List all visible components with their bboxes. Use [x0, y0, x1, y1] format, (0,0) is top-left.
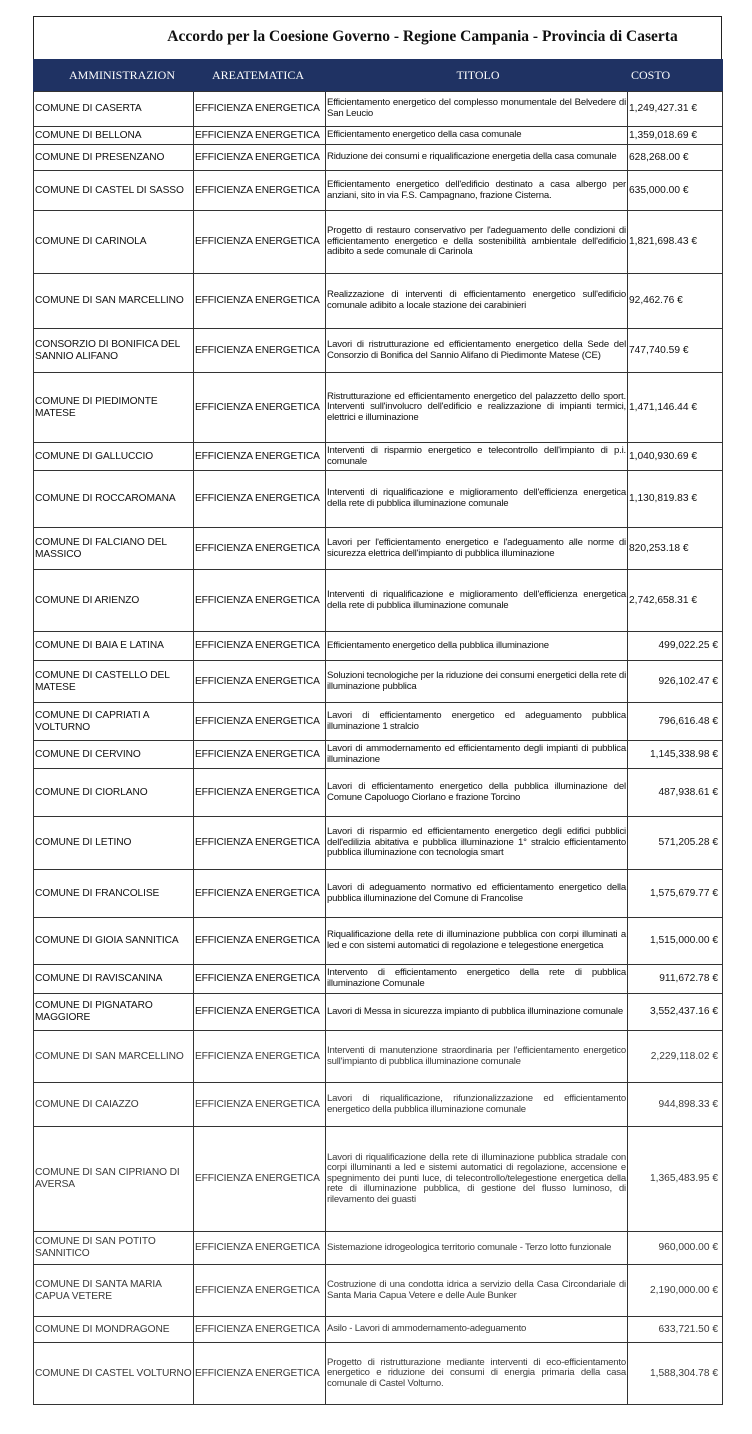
cell-area-tematica: EFFICIENZA ENERGETICA: [194, 145, 326, 171]
cell-area-tematica: EFFICIENZA ENERGETICA: [194, 171, 326, 211]
cell-costo: 944,898.33 €: [628, 1083, 723, 1127]
cell-costo: 499,022.25 €: [628, 632, 723, 661]
cell-amministrazione: COMUNE DI CAPRIATI A VOLTURNO: [34, 703, 194, 741]
cell-titolo: Intervento di efficientamento energetico della rete di pubblica illuminazione Comunale: [326, 965, 628, 994]
cell-area-tematica: EFFICIENZA ENERGETICA: [194, 471, 326, 528]
cell-amministrazione: COMUNE DI CASTEL DI SASSO: [34, 171, 194, 211]
table-row: [34, 92, 723, 127]
cell-area-tematica: EFFICIENZA ENERGETICA: [194, 769, 326, 817]
cell-costo: 2,190,000.00 €: [628, 1265, 723, 1317]
table-body: [34, 92, 723, 1405]
cell-titolo: Costruzione di una condotta idrica a servizio della Casa Circondariale di Santa Maria Capua Vetere e delle Aule Bunker: [326, 1265, 628, 1317]
table-row: [34, 373, 723, 443]
cell-titolo: Lavori di Messa in sicurezza impianto di pubblica illuminazione comunale: [326, 994, 628, 1031]
cell-area-tematica: EFFICIENZA ENERGETICA: [194, 92, 326, 127]
cell-costo: 2,229,118.02 €: [628, 1031, 723, 1083]
cell-area-tematica: EFFICIENZA ENERGETICA: [194, 528, 326, 570]
cell-amministrazione: COMUNE DI LETINO: [34, 817, 194, 870]
cell-costo: 1,471,146.44 €: [628, 373, 723, 443]
header-row: [34, 59, 723, 92]
cell-area-tematica: EFFICIENZA ENERGETICA: [194, 1127, 326, 1232]
cell-costo: 796,616.48 €: [628, 703, 723, 741]
cell-amministrazione: COMUNE DI CIORLANO: [34, 769, 194, 817]
table-row: [34, 145, 723, 171]
cell-area-tematica: EFFICIENZA ENERGETICA: [194, 994, 326, 1031]
cell-costo: 1,130,819.83 €: [628, 471, 723, 528]
table-row: [34, 918, 723, 965]
table-row: [34, 471, 723, 528]
table-row: [34, 127, 723, 145]
cell-area-tematica: EFFICIENZA ENERGETICA: [194, 211, 326, 274]
cell-titolo: Lavori di risparmio ed efficientamento energetico degli edifici pubblici dell'edilizia abitativa e pubblica illuminazione 1° stralcio efficientamento pubblica illuminazione con tecnologia smart: [326, 817, 628, 870]
table-row: [34, 817, 723, 870]
cell-costo: 1,588,304.78 €: [628, 1343, 723, 1405]
cell-area-tematica: EFFICIENZA ENERGETICA: [194, 965, 326, 994]
table-row: [34, 870, 723, 918]
cell-amministrazione: COMUNE DI CARINOLA: [34, 211, 194, 274]
cell-costo: 820,253.18 €: [628, 528, 723, 570]
document-page: [33, 16, 722, 1405]
cell-titolo: Sistemazione idrogeologica territorio comunale - Terzo lotto funzionale: [326, 1232, 628, 1265]
cell-titolo: Efficientamento energetico della casa comunale: [326, 127, 628, 145]
cell-amministrazione: COMUNE DI PIEDIMONTE MATESE: [34, 373, 194, 443]
cell-titolo: Lavori di riqualificazione della rete di illuminazione pubblica stradale con corpi illuminanti a led e sistemi automatici di regolazione, accensione e spegnimento dei punti luce, di telecontrollo/telegestione energetica della rete di illuminazione pubblica, di gestione del flusso luminoso, di rilevamento dei guasti: [326, 1127, 628, 1232]
table-row: [34, 1127, 723, 1232]
table-row: [34, 171, 723, 211]
cell-titolo: Efficientamento energetico dell'edificio destinato a casa albergo per anziani, sito in via F.S. Campagnano, frazione Cisterna.: [326, 171, 628, 211]
cell-amministrazione: COMUNE DI PIGNATARO MAGGIORE: [34, 994, 194, 1031]
cell-amministrazione: COMUNE DI SAN CIPRIANO DI AVERSA: [34, 1127, 194, 1232]
cell-titolo: Realizzazione di interventi di efficientamento energetico sull'edificio comunale adibito a locale stazione dei carabinieri: [326, 274, 628, 329]
cell-titolo: Lavori di ristrutturazione ed efficientamento energetico della Sede del Consorzio di Bonifica del Sannio Alifano di Piedimonte Matese (CE): [326, 329, 628, 373]
table-row: [34, 274, 723, 329]
cell-amministrazione: COMUNE DI SAN MARCELLINO: [34, 1031, 194, 1083]
cell-area-tematica: EFFICIENZA ENERGETICA: [194, 1083, 326, 1127]
cell-amministrazione: COMUNE DI CASTEL VOLTURNO: [34, 1343, 194, 1405]
cell-amministrazione: COMUNE DI BELLONA: [34, 127, 194, 145]
table-row: [34, 965, 723, 994]
cell-area-tematica: EFFICIENZA ENERGETICA: [194, 443, 326, 471]
cell-area-tematica: EFFICIENZA ENERGETICA: [194, 570, 326, 632]
table-row: [34, 211, 723, 274]
cell-costo: 911,672.78 €: [628, 965, 723, 994]
cell-titolo: Lavori di efficientamento energetico della pubblica illuminazione del Comune Capoluogo Ciorlano e frazione Torcino: [326, 769, 628, 817]
cell-titolo: Efficientamento energetico del complesso monumentale del Belvedere di San Leucio: [326, 92, 628, 127]
cell-amministrazione: COMUNE DI CAIAZZO: [34, 1083, 194, 1127]
cell-amministrazione: COMUNE DI SAN MARCELLINO: [34, 274, 194, 329]
cell-titolo: Soluzioni tecnologiche per la riduzione dei consumi energetici della rete di illuminazione pubblica: [326, 661, 628, 703]
cell-area-tematica: EFFICIENZA ENERGETICA: [194, 817, 326, 870]
header-titolo: TITOLO: [326, 59, 628, 92]
cell-amministrazione: COMUNE DI FRANCOLISE: [34, 870, 194, 918]
header-costo: COSTO: [628, 59, 723, 92]
cell-area-tematica: EFFICIENZA ENERGETICA: [194, 127, 326, 145]
cell-titolo: Efficientamento energetico della pubblica illuminazione: [326, 632, 628, 661]
cell-costo: 628,268.00 €: [628, 145, 723, 171]
cell-amministrazione: COMUNE DI FALCIANO DEL MASSICO: [34, 528, 194, 570]
table-row: [34, 703, 723, 741]
cell-area-tematica: EFFICIENZA ENERGETICA: [194, 1317, 326, 1343]
cell-area-tematica: EFFICIENZA ENERGETICA: [194, 870, 326, 918]
cell-costo: 635,000.00 €: [628, 171, 723, 211]
cell-area-tematica: EFFICIENZA ENERGETICA: [194, 741, 326, 769]
table-row: [34, 570, 723, 632]
cell-area-tematica: EFFICIENZA ENERGETICA: [194, 329, 326, 373]
cell-costo: 747,740.59 €: [628, 329, 723, 373]
header-area-tematica: AREATEMATICA: [194, 59, 326, 92]
title-box: [33, 16, 722, 59]
cell-costo: 960,000.00 €: [628, 1232, 723, 1265]
cell-costo: 1,145,338.98 €: [628, 741, 723, 769]
cell-amministrazione: COMUNE DI GIOIA SANNITICA: [34, 918, 194, 965]
cell-costo: 571,205.28 €: [628, 817, 723, 870]
cell-costo: 92,462.76 €: [628, 274, 723, 329]
cell-amministrazione: COMUNE DI CASERTA: [34, 92, 194, 127]
cell-titolo: Lavori di adeguamento normativo ed efficientamento energetico della pubblica illuminazione del Comune di Francolise: [326, 870, 628, 918]
table-row: [34, 1317, 723, 1343]
table-row: [34, 769, 723, 817]
cell-titolo: Lavori di ammodernamento ed efficientamento degli impianti di pubblica illuminazione: [326, 741, 628, 769]
cell-amministrazione: COMUNE DI CERVINO: [34, 741, 194, 769]
cell-amministrazione: COMUNE DI CASTELLO DEL MATESE: [34, 661, 194, 703]
cell-amministrazione: COMUNE DI GALLUCCIO: [34, 443, 194, 471]
cell-costo: 926,102.47 €: [628, 661, 723, 703]
cell-costo: 1,249,427.31 €: [628, 92, 723, 127]
table-row: [34, 1083, 723, 1127]
cell-titolo: Riduzione dei consumi e riqualificazione energetia della casa comunale: [326, 145, 628, 171]
cell-costo: 2,742,658.31 €: [628, 570, 723, 632]
table-row: [34, 329, 723, 373]
cell-costo: 1,359,018.69 €: [628, 127, 723, 145]
table-row: [34, 1232, 723, 1265]
cell-titolo: Ristrutturazione ed efficientamento energetico del palazzetto dello sport. Interventi sull'involucro dell'edificio e realizzazione di impianti termici, elettrici e illuminazione: [326, 373, 628, 443]
cell-amministrazione: COMUNE DI ROCCAROMANA: [34, 471, 194, 528]
cell-titolo: Progetto di restauro conservativo per l'adeguamento delle condizioni di efficientamento energetico e della sostenibilità ambientale dell'edificio adibito a sede comunale di Carinola: [326, 211, 628, 274]
cell-costo: 1,365,483.95 €: [628, 1127, 723, 1232]
cell-costo: 1,515,000.00 €: [628, 918, 723, 965]
cell-amministrazione: CONSORZIO DI BONIFICA DEL SANNIO ALIFANO: [34, 329, 194, 373]
table-row: [34, 661, 723, 703]
cell-titolo: Asilo - Lavori di ammodernamento-adeguamento: [326, 1317, 628, 1343]
cell-amministrazione: COMUNE DI ARIENZO: [34, 570, 194, 632]
cell-amministrazione: COMUNE DI SANTA MARIA CAPUA VETERE: [34, 1265, 194, 1317]
cell-titolo: Interventi di riqualificazione e miglioramento dell'efficienza energetica della rete di pubblica illuminazione comunale: [326, 570, 628, 632]
cell-area-tematica: EFFICIENZA ENERGETICA: [194, 274, 326, 329]
cell-area-tematica: EFFICIENZA ENERGETICA: [194, 1343, 326, 1405]
cell-area-tematica: EFFICIENZA ENERGETICA: [194, 1031, 326, 1083]
cell-costo: 1,040,930.69 €: [628, 443, 723, 471]
header-amministrazione: AMMINISTRAZION: [34, 59, 194, 92]
cell-amministrazione: COMUNE DI SAN POTITO SANNITICO: [34, 1232, 194, 1265]
cell-titolo: Progetto di ristrutturazione mediante interventi di eco-efficientamento energetico e riduzione dei consumi di energia primaria della casa comunale di Castel Volturno.: [326, 1343, 628, 1405]
table-row: [34, 1031, 723, 1083]
table-row: [34, 632, 723, 661]
cell-amministrazione: COMUNE DI MONDRAGONE: [34, 1317, 194, 1343]
cell-costo: 633,721.50 €: [628, 1317, 723, 1343]
cell-costo: 1,575,679.77 €: [628, 870, 723, 918]
table-row: [34, 443, 723, 471]
cell-titolo: Interventi di riqualificazione e miglioramento dell'efficienza energetica della rete di pubblica illuminazione comunale: [326, 471, 628, 528]
cell-titolo: Lavori di riqualificazione, rifunzionalizzazione ed efficientamento energetico della pubblica illuminazione comunale: [326, 1083, 628, 1127]
cell-area-tematica: EFFICIENZA ENERGETICA: [194, 1265, 326, 1317]
table-row: [34, 1265, 723, 1317]
cell-amministrazione: COMUNE DI RAVISCANINA: [34, 965, 194, 994]
cell-titolo: Lavori di efficientamento energetico ed adeguamento pubblica illuminazione 1 stralcio: [326, 703, 628, 741]
cell-area-tematica: EFFICIENZA ENERGETICA: [194, 373, 326, 443]
cell-costo: 487,938.61 €: [628, 769, 723, 817]
table-row: [34, 741, 723, 769]
table-row: [34, 994, 723, 1031]
table-row: [34, 1343, 723, 1405]
cell-amministrazione: COMUNE DI PRESENZANO: [34, 145, 194, 171]
cell-area-tematica: EFFICIENZA ENERGETICA: [194, 918, 326, 965]
cell-area-tematica: EFFICIENZA ENERGETICA: [194, 1232, 326, 1265]
cell-area-tematica: EFFICIENZA ENERGETICA: [194, 661, 326, 703]
cell-titolo: Lavori per l'efficientamento energetico e l'adeguamento alle norme di sicurezza elettrica dell'impianto di pubblica illuminazione: [326, 528, 628, 570]
cell-costo: 1,821,698.43 €: [628, 211, 723, 274]
cell-costo: 3,552,437.16 €: [628, 994, 723, 1031]
cell-titolo: Riqualificazione della rete di illuminazione pubblica con corpi illuminati a led e con sistemi automatici di regolazione e telegestione energetica: [326, 918, 628, 965]
projects-table: [33, 59, 723, 1405]
cell-area-tematica: EFFICIENZA ENERGETICA: [194, 703, 326, 741]
document-title: Accordo per la Coesione Governo - Regione Campania - Provincia di Caserta: [167, 28, 678, 45]
cell-titolo: Interventi di manutenzione straordinaria per l'efficientamento energetico sull'impianto di pubblica illuminazione comunale: [326, 1031, 628, 1083]
cell-amministrazione: COMUNE DI BAIA E LATINA: [34, 632, 194, 661]
cell-area-tematica: EFFICIENZA ENERGETICA: [194, 632, 326, 661]
table-row: [34, 528, 723, 570]
cell-titolo: Interventi di risparmio energetico e telecontrollo dell'impianto di p.i. comunale: [326, 443, 628, 471]
